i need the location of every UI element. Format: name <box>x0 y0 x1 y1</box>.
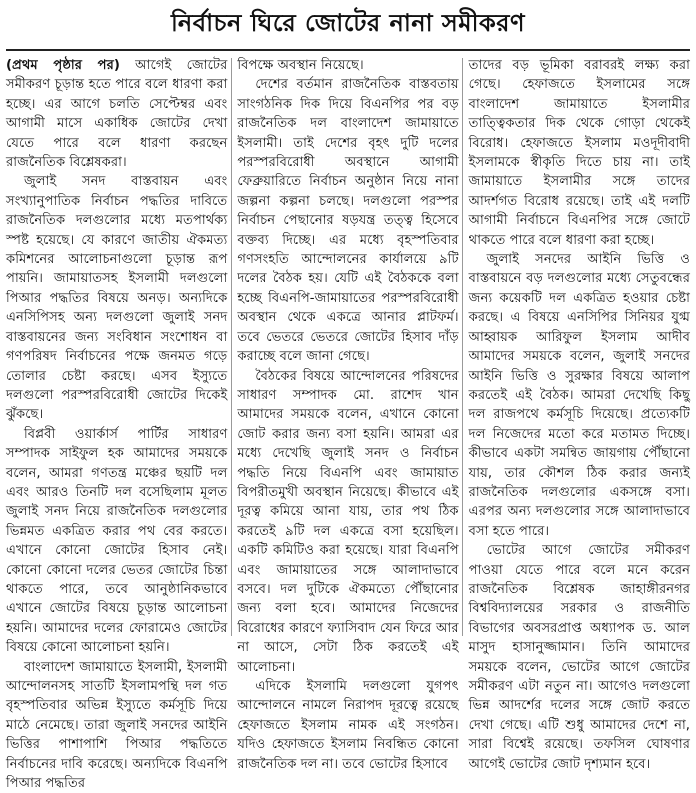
paragraph: জুলাই সনদ বাস্তবায়ন এবং সংখ্যানুপাতিক নির্বাচন পদ্ধতির দাবিতে রাজনৈতিক দলগুলোর মধ্যে মতপার্থক্য স্পষ্ট হয়েছে। যে কারণে জাতীয় ঐকমত্য কমিশনের আলোচনাগুলো চূড়ান্ত রূপ পায়নি। জামায়াতসহ ইসলামী দলগুলো পিআর পদ্ধতির বিষয়ে অনড়। অন্যদিকে এনসিপিসহ অন্য দলগুলো জুলাই সনদ বাস্তবায়নের জন্য সংবিধান সংশোধন বা গণপরিষদ নির্বাচনের পক্ষে জনমত গড়ে তোলার চেষ্টা করছে। এসব ইস্যুতে দলগুলো পরস্পরবিরোধী জোটের দিকেই ঝুঁকছে। <box>6 174 228 423</box>
paragraph: বিপ্লবী ওয়ার্কার্স পার্টির সাধারণ সম্পাদক সাইফুল হক আমাদের সময়কে বলেন, আমরা গণতন্ত্র মঞ্চের ছয়টি দল এবং আরও তিনটি দল বসেছিলাম মূলত জুলাই সনদ নিয়ে রাজনৈতিক দলগুলোর ভিন্নমত একত্রিত করার পথ বের করতে। এখানে কোনো জোটের হিসাব নেই। কোনো কোনো দলের ভেতর জোটের চিন্তা থাকতে পারে, তবে আনুষ্ঠানিকভাবে এখানে জোটের বিষয়ে চূড়ান্ত আলোচনা হয়নি। আমাদের দলের ফোরামেও জোটের বিষয়ে কোনো আলোচনা হয়নি। <box>6 426 228 656</box>
paragraph: দেশের বর্তমান রাজনৈতিক বাস্তবতায় সাংগঠনিক দিক দিয়ে বিএনপির পর বড় রাজনৈতিক দল বাংলাদেশ জামায়াতে ইসলামী। তাই দেশের বৃহৎ দুটি দলের পরস্পরবিরোধী অবস্থানে আগামী ফেব্রুয়ারিতে নির্বাচন অনুষ্ঠান নিয়ে নানা জল্পনা কল্পনা চলছে। দলগুলো পরস্পর নির্বাচন পেছানোর ষড়যন্ত্র তত্ত্ব হিসেবে বক্তব্য দিচ্ছে। এর মধ্যে বৃহস্পতিবার গণসংহতি আন্দোলনের কার্যালয়ে ৯টি দলের বৈঠক হয়। যেটি এই বৈঠককে বলা হচ্ছে বিএনপি-জামায়াতের পরস্পরবিরোধী অবস্থান থেকে একত্রে আনার প্লাটফর্ম। তবে ভেতরে ভেতরে জোটের হিসাব দাঁড় করাচ্ছে বলে জানা গেছে। <box>237 77 459 365</box>
paragraph: তাদের বড় ভূমিকা বরাবরই লক্ষ্য করা গেছে। হেফাজতে ইসলামের সঙ্গে বাংলাদেশ জামায়াতে ইসলামীর তাত্ত্বিকতার দিক থেকে গোড়া থেকেই বিরোধ। হেফাজতে ইসলাম মওদূদীবাদী ইসলামকে স্বীকৃতি দিতে চায় না। তাই জামায়াতে ইসলামীর সঙ্গে তাদের আদর্শগত বিরোধ রয়েছে। তাই এই দলটি আগামী নির্বাচনে বিএনপির সঙ্গে জোটে থাকতে পারে বলে ধারণা করা হচ্ছে। <box>468 58 690 248</box>
paragraph: বৈঠকের বিষয়ে আন্দোলনের পরিষদের সাধারণ সম্পাদক মো. রাশেদ খান আমাদের সময়কে বলেন, এখানে কোনো জোট করার জন্য বসা হয়নি। আমরা এর মধ্যে দেখেছি জুলাই সনদ ও নির্বাচন পদ্ধতি নিয়ে বিএনপি এবং জামায়াত বিপরীতমুখী অবস্থান নিয়েছে। কীভাবে এই দূরত্ব কমিয়ে আনা যায়, তার পথ ঠিক করতেই ৯টি দল একত্রে বসা হয়েছিল। একটি কমিটিও করা হয়েছে। যারা বিএনপি এবং জামায়াতের সঙ্গে আলাদাভাবে বসবে। দল দুটিকে ঐকমত্যে পৌঁছানোর জন্য বলা হবে। আমাদের নিজেদের বিরোধের কারণে ফ্যাসিবাদ যেন ফিরে আর না আসে, সেটা ঠিক করতেই এই আলোচনা। <box>237 368 459 675</box>
headline-area <box>0 0 696 50</box>
headline: নির্বাচন ঘিরে জোটের নানা সমীকরণ <box>171 9 525 37</box>
paragraph: জুলাই সনদের আইনি ভিত্তি ও বাস্তবায়নে বড় দলগুলোর মধ্যে সেতুবন্ধের জন্য কয়েকটি দল একত্রিত হওয়ার চেষ্টা করছে। এ বিষয়ে এনসিপির সিনিয়র যুগ্ম আহ্বায়ক আরিফুল ইসলাম আদীব আমাদের সময়কে বলেন, জুলাই সনদের আইনি ভিত্তি ও সুরক্ষার বিষয়ে আলাপ করতেই এই বৈঠক। আমরা দেখেছি কিছু দল রাজপথে কর্মসূচি দিয়েছে। প্রত্যেকটি দল নিজেদের মতো করে মতামত দিচ্ছে। কীভাবে একটা সমন্বিত জায়গায় পৌঁছানো যায়, তার কৌশল ঠিক করার জন্যই রাজনৈতিক দলগুলোর একসঙ্গে বসা। এরপর অন্য দলগুলোর সঙ্গে আলাদাভাবে বসা হতে পারে। <box>468 252 690 539</box>
paragraph: বিপক্ষে অবস্থান নিয়েছে। <box>237 58 364 73</box>
paragraph: (প্রথম পৃষ্ঠার পর) আগেই জোটের সমীকরণ চূড়ান্ত হতে পারে বলে ধারণা করা হচ্ছে। এর আগে চলতি সেপ্টেম্বর এবং আগামী মাসে একাধিক জোটের দেখা যেতে পারে বলে ধারণা করছেন রাজনৈতিক বিশ্লেষকরা। <box>6 58 228 171</box>
paragraph: ভোটের আগে জোটের সমীকরণ পাওয়া যেতে পারে বলে মনে করেন রাজনৈতিক বিশ্লেষক জাহাঙ্গীরনগর বিশ্ববিদ্যালয়ের সরকার ও রাজনীতি বিভাগের অবসরপ্রাপ্ত অধ্যাপক ড. আল মাসুদ হাসানুজ্জামান। তিনি আমাদের সময়কে বলেন, ভোটের আগে জোটের সমীকরণ এটা নতুন না। আগেও দলগুলো ভিন্ন আদর্শের দলের সঙ্গে জোট করতে দেখা গেছে। এটি শুধু আমাদের দেশে না, সারা বিশ্বেই রয়েছে। তফসিল ঘোষণার আগেই ভোটের জোট দৃশ্যমান হবে। <box>468 543 690 772</box>
article-column-2 <box>237 56 458 793</box>
article-column-1 <box>6 56 227 793</box>
headline-rule <box>6 49 690 51</box>
continuation-label: (প্রথম পৃষ্ঠার পর) <box>6 58 120 73</box>
article-column-3 <box>469 56 690 793</box>
paragraph: বাংলাদেশ জামায়াতে ইসলামী, ইসলামী আন্দোলনসহ সাতটি ইসলামপন্থি দল গত বৃহস্পতিবার অভিন্ন ইস্যুতে কর্মসূচি দিয়ে মাঠে নেমেছে। তারা জুলাই সনদের আইনি ভিত্তির পাশাপাশি পিআর পদ্ধতিতে নির্বাচনের দাবি করেছে। অন্যদিকে বিএনপি পিআর পদ্ধতির <box>6 659 228 792</box>
paragraph: এদিকে ইসলামি দলগুলো যুগপৎ আন্দোলনে নামলে নিরাপদ দূরত্বে রয়েছে হেফাজতে ইসলাম নামক এই সংগঠন। যদিও হেফাজতে ইসলাম নিবন্ধিত কোনো রাজনৈতিক দল না। তবে ভোটের হিসাবে <box>237 679 459 772</box>
article-body <box>6 56 690 792</box>
